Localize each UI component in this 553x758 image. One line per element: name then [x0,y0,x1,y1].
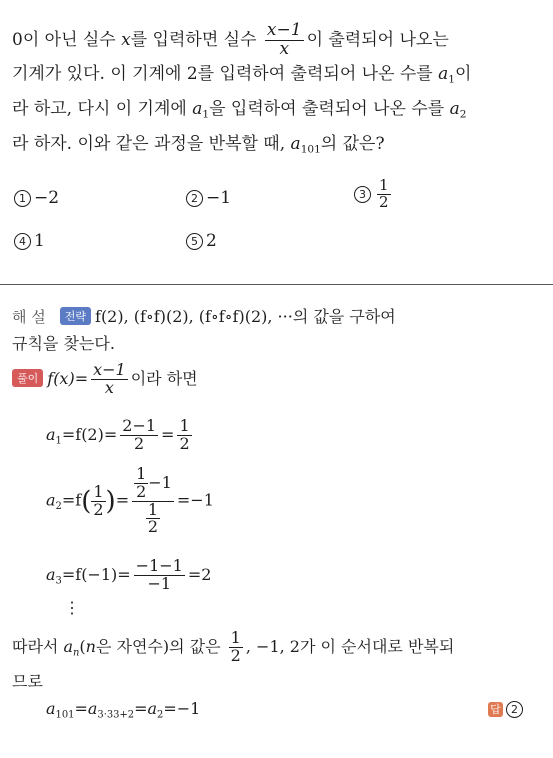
option-2[interactable] [186,188,231,208]
conclusion-line-2 [12,669,43,692]
subscript: 101 [55,709,75,721]
fraction-numerator: 1 [230,628,241,647]
fraction-denominator: 2 [179,433,190,453]
conclusion-text: ( [79,636,86,656]
subscript: 2 [157,709,164,721]
fraction-numerator: x−1 [93,360,126,379]
fraction-denominator: 2 [93,499,104,519]
option-number-icon: 4 [14,233,31,250]
option-value: 1 [34,231,45,251]
right-paren: ) [105,486,116,517]
equation-text: =−1 [163,699,201,718]
equation-text: =f(−1)= [61,564,131,584]
problem-line-2 [12,64,471,90]
solution-label: 해 설 [12,308,46,326]
fraction [146,499,160,537]
problem-text: 라 하고, 다시 이 기계에 [12,99,193,119]
option-value: −2 [34,188,60,208]
equation-a3 [46,558,211,593]
subscript: 3·33+2 [97,709,135,721]
option-number-icon: 2 [186,190,203,207]
fraction-denominator: 2 [147,517,159,537]
subscript: 101 [300,143,321,156]
equation-text: = [134,699,148,718]
problem-text: 를 입력하면 실수 [130,29,262,50]
variable-a: a [46,490,56,510]
strategy-line-2 [12,331,115,354]
function-def: f(x)= [47,368,89,388]
problem-text: 라 하자. 이와 같은 과정을 반복할 때, [12,134,291,154]
solve-tag: 풀이 [12,369,43,387]
fraction [265,22,304,59]
fraction-denominator: 2 [120,435,158,453]
fraction [229,630,243,665]
equation-a2 [46,466,214,536]
equation-text: = [74,699,88,718]
option-value: 2 [206,231,217,251]
variable-a: a [63,636,74,656]
subscript: 1 [202,108,210,121]
variable-a: a [438,64,449,84]
option-value: −1 [206,188,232,208]
subscript: 2 [55,501,62,513]
conclusion-text: 므로 [12,672,43,691]
answer-number-icon: 2 [506,701,523,718]
equation-text: = [115,490,130,510]
fraction-numerator: 1 [379,176,389,194]
problem-text: 의 값은? [320,134,385,154]
equation-text: −1 [148,472,172,492]
fraction-denominator: x [91,379,128,397]
fraction-numerator: 2−1 [122,416,157,435]
strategy-text: 규칙을 찾는다. [12,334,115,353]
fraction-numerator: 1 [136,464,147,483]
option-3[interactable] [354,178,394,211]
problem-line-1 [12,22,449,59]
fraction [177,418,191,453]
fraction-numerator [132,466,174,501]
section-divider [0,284,553,285]
option-number-icon: 3 [354,186,371,203]
fraction-numerator: 1 [93,481,104,501]
fraction-numerator: x−1 [266,20,302,40]
variable-x: x [121,29,131,50]
problem-line-4 [12,134,385,160]
conclusion-text: 따라서 [12,636,64,656]
left-paren: ( [81,486,92,517]
strategy-text: f(2), (f∘f)(2), (f∘f∘f)(2), ···의 값을 구하여 [95,307,396,326]
conclusion-text: 은 자연수)의 값은 [95,636,226,656]
fraction [91,362,128,397]
subscript: 3 [55,575,62,587]
complex-fraction [132,466,174,536]
variable-a: a [46,564,56,584]
fraction-numerator: 1 [179,416,190,435]
answer-tag: 답 [488,702,503,717]
equation-text: =−1 [176,490,214,510]
equation-a1 [46,418,195,453]
conclusion-text: , −1, 2가 이 순서대로 반복되 [245,636,455,656]
variable-a: a [449,99,460,119]
equation-text: =f(2)= [61,424,118,444]
problem-text: 0이 아닌 실수 [12,29,122,50]
variable-a: a [46,699,56,718]
answer-marker [488,699,523,718]
variable-a: a [192,99,203,119]
fraction-denominator: −1 [134,575,185,593]
fraction-numerator: −1−1 [135,556,183,575]
solve-text: 이라 하면 [130,368,198,388]
equation-text: = [161,424,175,444]
variable-n: n [85,636,96,656]
option-4[interactable] [14,231,45,251]
final-equation [46,699,200,720]
subscript: 1 [55,435,62,447]
fraction [120,418,158,453]
option-number-icon: 1 [14,190,31,207]
fraction [134,466,148,501]
fraction-numerator: 1 [147,499,159,519]
fraction-denominator [132,501,174,537]
subscript: 2 [459,108,467,121]
fraction [134,558,185,593]
strategy-tag: 전략 [60,307,91,325]
option-value-fraction [377,178,391,211]
problem-text: 이 [454,64,472,84]
problem-text: 이 출력되어 나오는 [306,29,449,50]
variable-a: a [46,424,56,444]
fraction-denominator: 2 [379,192,389,211]
variable-a: a [147,699,158,718]
solve-line [12,362,198,397]
variable-a: a [87,699,98,718]
fraction-denominator: x [265,40,304,59]
vertical-ellipsis: ⋮ [64,598,80,617]
problem-line-3 [12,99,466,125]
strategy-line-1 [12,304,396,327]
option-5[interactable] [186,231,217,251]
subscript: 1 [448,73,455,86]
subscript: n [73,647,80,659]
problem-text: 기계가 있다. 이 기계에 2를 입력하여 출력되어 나온 수를 [12,64,439,84]
fraction [91,481,105,519]
fraction-denominator: 2 [230,645,241,665]
equation-text: =f [61,490,82,510]
conclusion-line-1 [12,630,454,665]
problem-text: 을 입력하여 출력되어 나온 수를 [209,99,450,119]
option-number-icon: 5 [186,233,203,250]
equation-text: =2 [187,564,212,584]
variable-a: a [290,134,301,154]
option-1[interactable] [14,188,59,208]
fraction-denominator: 2 [136,481,147,501]
